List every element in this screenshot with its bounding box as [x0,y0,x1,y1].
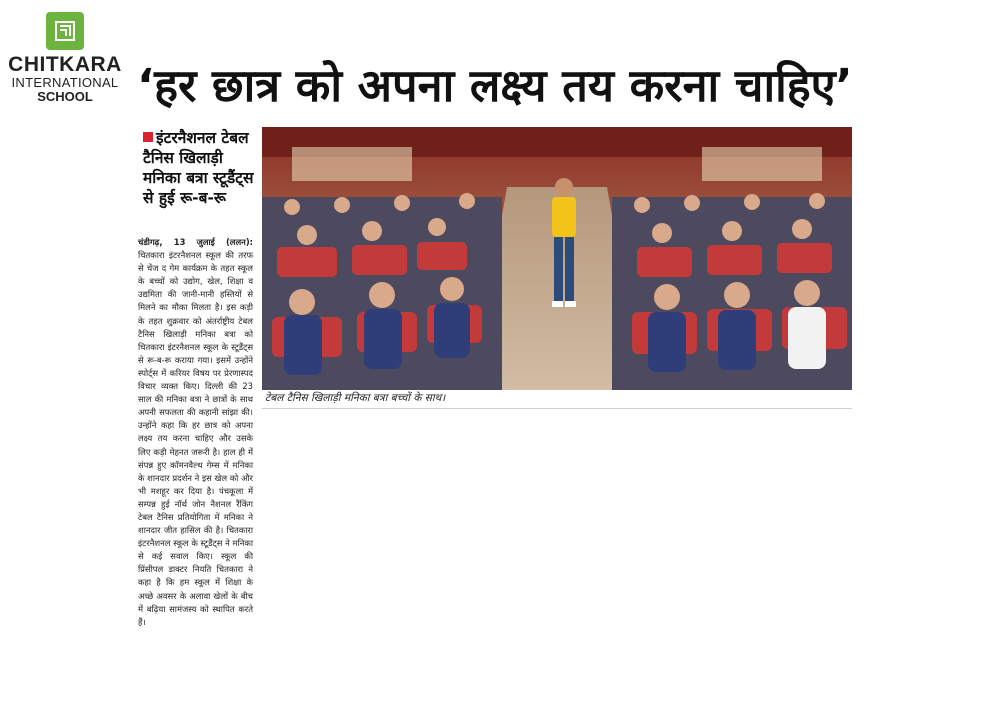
logo-name: CHITKARA [8,53,122,76]
article-subheadline-block [143,128,261,208]
red-bullet-icon [143,132,153,142]
event-photo [262,127,852,390]
article-dateline: चंडीगढ़, 13 जुलाई (ललन): [138,237,253,247]
photo-caption: टेबल टैनिस खिलाड़ी मनिका बत्रा बच्चों के साथ। [265,392,446,404]
school-logo [0,8,130,104]
logo-subtitle-line1: INTERNATIONAL [11,75,119,90]
article-subheadline: इंटरनैशनल टेबल टैनिस खिलाड़ी मनिका बत्रा स्टूडैंट्स से हुई रू-ब-रू [143,129,254,207]
article-body [138,236,253,629]
caption-divider [262,408,852,409]
article-body-text: चितकारा इंटरनैशनल स्कूल की तरफ से चेंज द गेम कार्यक्रम के तहत स्कूल के बच्चों को उद्योग, खेल, शिक्षा व उद्यमिता की जानी-मानी हस्तियों से मिलने का मौका मिलता है। इस कड़ी के तहत शुक्रवार को अंतर्राष्ट्रीय टेबल टैनिस खिलाड़ी मनिका बत्रा को चितकारा इंटरनैशनल स्कूल के स्टूडैंट्स से रू-ब-रू कराया गया। इसमें उन्होंने स्पोर्ट्स में करियर विषय पर प्रेरणास्पद विचार व्यक्त किए। दिल्ली की 23 साल की मनिका बत्रा ने छात्रों के साथ अपनी सफलता की कहानी सांझा की। उन्होंने कहा कि हर छात्र को अपना लक्ष्य तय करना चाहिए और उसके लिए कड़ी मेहनत जरूरी है। हाल ही में संपन्न हुए कॉमनवैल्थ गेम्स में मनिका के शानदार प्रदर्शन ने इस खेल को और भी मशहूर कर दिया है। पंचकूला में सम्पन्न हुई नॉर्थ जोन नैशनल रैंकिंग टेबल टैनिस प्रतियोगिता में मनिका ने शानदार जीत हासिल की है। चितकारा इंटरनैशनल स्कूल के स्टूडैंट्स ने मनिका से कई सवाल किए। स्कूल की प्रिंसीपल डाक्टर नियति चितकारा ने कहा है कि हम स्कूल में शिक्षा के अच्छे अवसर के अलावा खेलों के बीच में बढ़िया सामंजस्य को स्थापित करते हैं। [138,250,253,627]
logo-subtitle-line2: SCHOOL [37,89,93,104]
chitkara-logo-icon [46,12,84,50]
article-headline: ‘हर छात्र को अपना लक्ष्य तय करना चाहिए’ [137,59,853,112]
